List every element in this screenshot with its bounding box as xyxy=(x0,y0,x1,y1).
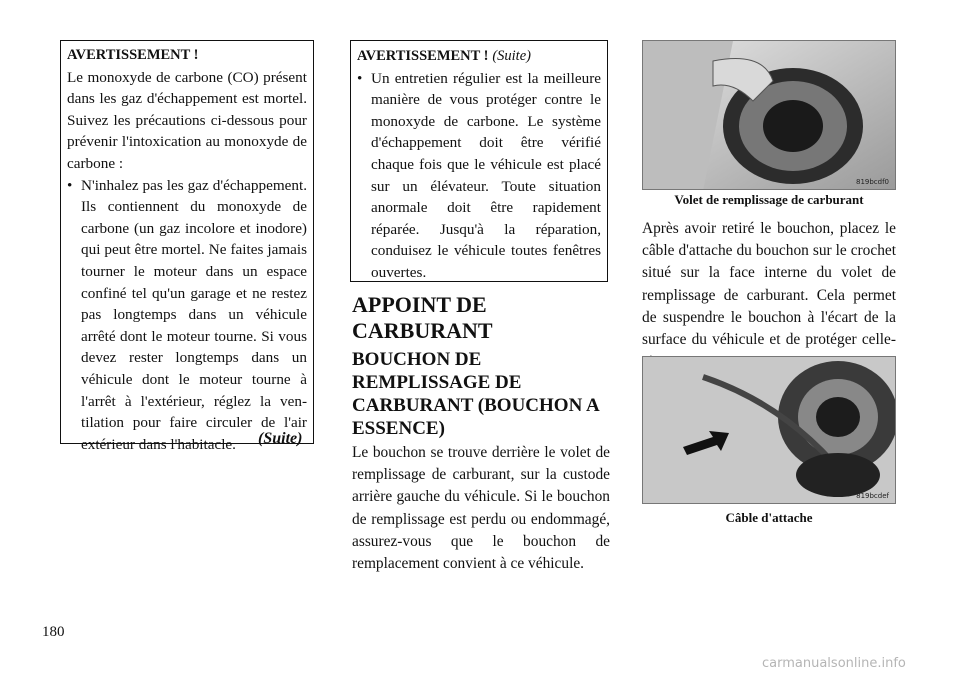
figure-code: 819bcdf0 xyxy=(855,178,889,186)
fuel-door-photo xyxy=(642,40,896,190)
figure-caption: Volet de remplissage de carburant xyxy=(674,192,864,207)
bullet-dot: • xyxy=(357,69,363,87)
watermark: carmanualsonline.info xyxy=(762,656,906,671)
warning-title: AVERTISSEMENT ! xyxy=(357,48,489,64)
bullet-dot: • xyxy=(67,176,73,194)
right-body: Après avoir retiré le bouchon, placez le câble d'attache du bouchon sur le crochet situé sur la face interne du volet de remplissage de carburant. Cela permet de suspendre le bouchon à l'écart de la surface du véhicule et de protéger celle- xyxy=(642,220,896,349)
figure-caption: Câble d'attache xyxy=(725,510,813,525)
section-subheading: BOUCHON DE REMPLISSAGE DE CARBURANT (BOUCHON A ESSENCE) xyxy=(352,349,599,439)
page-number: 180 xyxy=(42,624,65,640)
figure-code: 819bcdef xyxy=(856,492,889,500)
warning-box-continued xyxy=(350,40,608,282)
warning-bullet-text: N'inhalez pas les gaz d'échappement. Ils contiennent du monoxyde de carbone (un gaz incolore et inodore) qui peut être mortel. Ne faites jamais tourner le moteur dans un espace confiné tel qu'un garage et ne restez pas longtemps dans un véhicule arrêté dont le moteur tourne. Si vous devez rester longtemps dans un véhicule dont le moteur tourne à l'arrêt à l'extérieur, réglez la ventilation pour faire circuler de l'air extérieur dans l'habitacle. xyxy=(81,176,307,453)
continued-label: (Suite) xyxy=(258,430,303,447)
warning-intro: Le monoxyde de carbone (CO) présent dans les gaz d'échappement est mortel. Suivez les précautions ci-dessous pour prévenir l'intoxication au monoxyde de carbone : xyxy=(67,68,307,172)
section-heading: APPOINT DE CARBURANT xyxy=(352,292,493,343)
fuel-door-illustration xyxy=(643,41,896,190)
warning-title-suffix: (Suite) xyxy=(492,48,531,64)
warning-title-row xyxy=(357,45,601,68)
warning-bullet-text: Un entretien régulier est la meilleure manière de vous protéger contre le monoxyde de carbone. Le système d'échappement doit être vérifié chaque fois que le véhicule est placé sur un élévateur. Toute situation anormale doit être rapidement réparée. Jusqu'à la réparation, conduisez le véhicule toutes fenêtres ouvertes. xyxy=(371,69,601,281)
warning-box-exhaust xyxy=(60,40,314,453)
warning-bullet xyxy=(357,68,601,284)
warning-title: AVERTISSEMENT ! xyxy=(67,47,199,63)
section-body: Le bouchon se trouve derrière le volet de remplissage de carburant, sur la custode arrière gauche du véhicule. Si le bouchon de remplissage est perdu ou endommagé, assurez-vous que le bouchon de remplacement convient à ce véhicule. xyxy=(352,444,610,573)
tether-illustration xyxy=(643,357,896,504)
warning-bullet xyxy=(67,175,307,456)
tether-photo xyxy=(642,356,896,504)
